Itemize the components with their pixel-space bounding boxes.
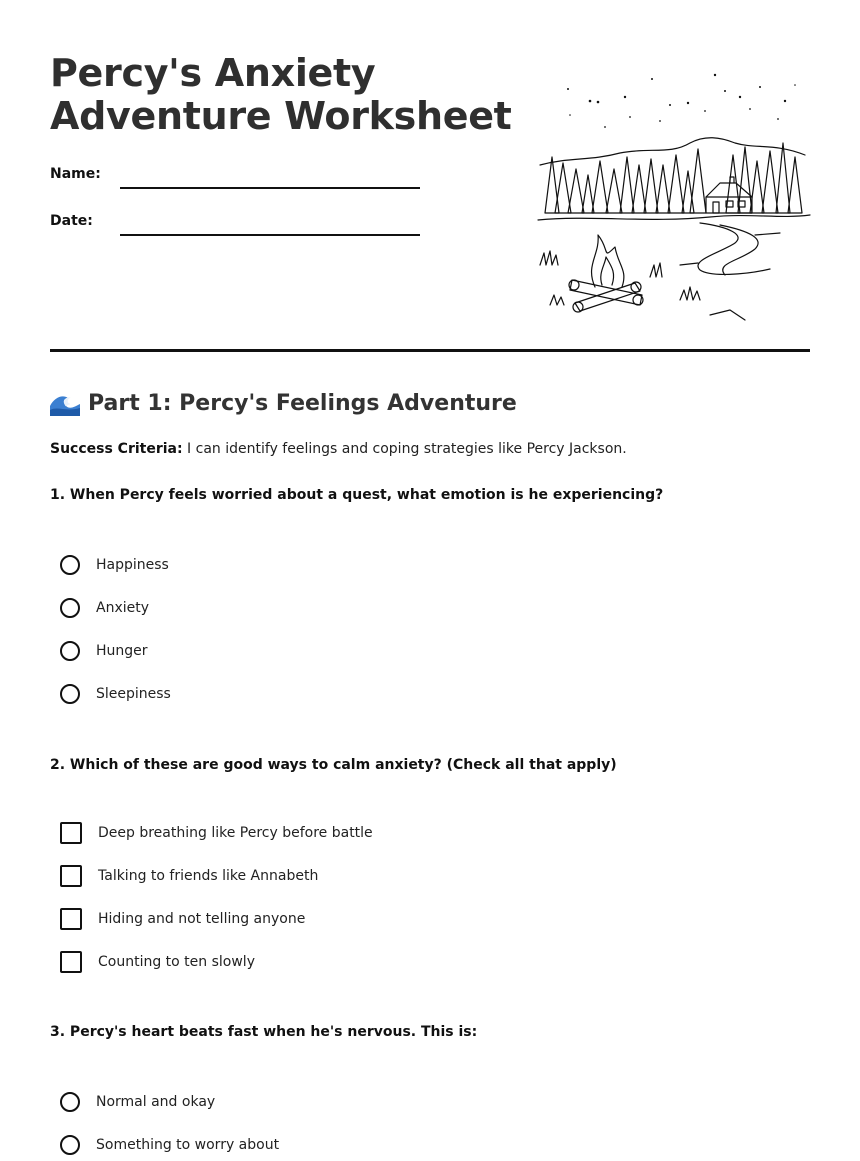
option-label: Hiding and not telling anyone [98, 911, 306, 927]
part-1-title: Part 1: Percy's Feelings Adventure [88, 391, 517, 416]
q1-option-sleepiness[interactable] [60, 681, 171, 707]
campfire-icon [569, 235, 643, 312]
option-label: Hunger [96, 643, 148, 659]
option-label: Happiness [96, 557, 169, 573]
checkbox[interactable] [60, 865, 82, 887]
question-2: 2. Which of these are good ways to calm anxiety? (Check all that apply) [50, 757, 617, 773]
q3-option-normal[interactable] [60, 1089, 215, 1115]
radio-button[interactable] [60, 555, 80, 575]
option-label: Counting to ten slowly [98, 954, 255, 970]
title-line-2: Adventure Worksheet [50, 94, 512, 138]
success-criteria-label: Success Criteria: [50, 441, 183, 457]
checkbox[interactable] [60, 951, 82, 973]
cabin-icon [706, 177, 752, 213]
title-line-1: Percy's Anxiety [50, 51, 376, 95]
q2-option-counting[interactable] [60, 949, 255, 975]
wave-icon [50, 392, 80, 416]
question-1: 1. When Percy feels worried about a quest, what emotion is he experiencing? [50, 487, 664, 503]
option-label: Deep breathing like Percy before battle [98, 825, 373, 841]
q2-option-deep-breathing[interactable] [60, 820, 373, 846]
name-field[interactable] [120, 187, 420, 189]
option-label: Talking to friends like Annabeth [98, 868, 319, 884]
header-divider [50, 349, 810, 352]
option-label: Something to worry about [96, 1137, 280, 1153]
stars-icon [567, 74, 796, 128]
option-label: Anxiety [96, 600, 150, 616]
q1-option-anxiety[interactable] [60, 595, 149, 621]
worksheet-title [50, 52, 512, 138]
radio-button[interactable] [60, 1135, 80, 1155]
campfire-cabin-forest-illustration [530, 65, 815, 330]
radio-button[interactable] [60, 598, 80, 618]
forest-icon [545, 143, 802, 213]
date-label: Date: [50, 213, 93, 229]
radio-button[interactable] [60, 641, 80, 661]
success-criteria-text: I can identify feelings and coping strategies like Percy Jackson. [182, 441, 627, 457]
date-field[interactable] [120, 234, 420, 236]
success-criteria [50, 441, 627, 457]
q3-option-worry[interactable] [60, 1132, 279, 1158]
radio-button[interactable] [60, 1092, 80, 1112]
checkbox[interactable] [60, 908, 82, 930]
option-label: Sleepiness [96, 686, 171, 702]
checkbox[interactable] [60, 822, 82, 844]
q1-option-hunger[interactable] [60, 638, 148, 664]
part-1-heading [50, 390, 517, 418]
q2-option-hiding[interactable] [60, 906, 305, 932]
q2-option-talking-to-friends[interactable] [60, 863, 318, 889]
question-3: 3. Percy's heart beats fast when he's nervous. This is: [50, 1024, 478, 1040]
option-label: Normal and okay [96, 1094, 216, 1110]
radio-button[interactable] [60, 684, 80, 704]
name-label: Name: [50, 166, 101, 182]
q1-option-happiness[interactable] [60, 552, 169, 578]
